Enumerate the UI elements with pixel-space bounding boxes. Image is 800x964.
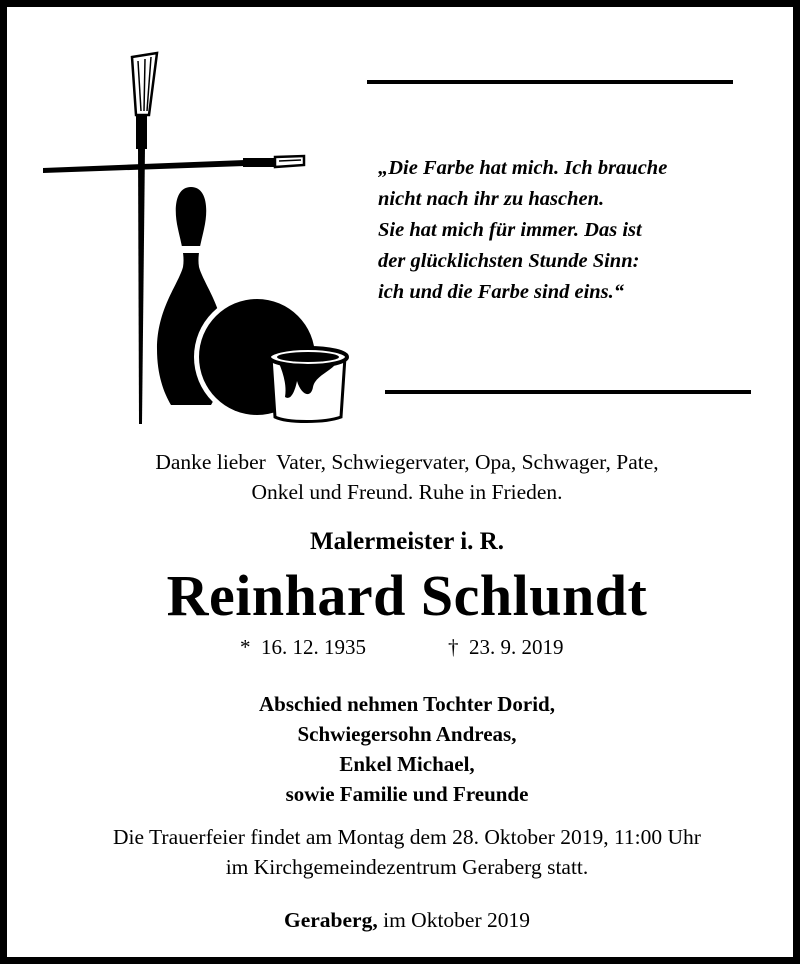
quote-block [378, 153, 778, 308]
mourner-line: Enkel Michael, [339, 752, 475, 776]
death-date: † 23. 9. 2019 [448, 635, 564, 659]
quote-line: nicht nach ihr zu haschen. [378, 188, 605, 210]
emblem [35, 47, 365, 437]
ceremony-line: Die Trauerfeier findet am Montag dem 28. Oktober 2019, 11:00 Uhr [113, 825, 701, 849]
top-rule [367, 80, 733, 84]
mourners-block [7, 689, 800, 809]
ceremony-line: im Kirchgemeindezentrum Geraberg statt. [225, 855, 589, 879]
paint-bucket-icon [269, 348, 347, 422]
thanks-text [7, 447, 800, 507]
mourner-line: sowie Familie und Freunde [285, 782, 529, 806]
quote-line: ich und die Farbe sind eins.“ [378, 281, 625, 303]
footer-date: im Oktober 2019 [377, 908, 530, 932]
quote-line: „Die Farbe hat mich. Ich brauche [378, 157, 668, 179]
footer-line [7, 905, 800, 935]
mourner-line: Abschied nehmen Tochter Dorid, [259, 692, 555, 716]
quote-line: der glücklichsten Stunde Sinn: [378, 250, 640, 272]
thanks-line: Danke lieber Vater, Schwiegervater, Opa, Schwager, Pate, [155, 450, 659, 474]
footer-place: Geraberg, [283, 908, 378, 932]
bottom-rule [385, 390, 751, 394]
ceremony-block [7, 822, 800, 882]
quote-line: Sie hat mich für immer. Das ist [378, 219, 642, 241]
deceased-name: Reinhard Schlundt [166, 563, 648, 628]
birth-date: * 16. 12. 1935 [240, 635, 366, 659]
thanks-line: Onkel und Freund. Ruhe in Frieden. [251, 480, 563, 504]
mourner-line: Schwiegersohn Andreas, [297, 722, 517, 746]
deceased-title: Malermeister i. R. [310, 528, 504, 555]
